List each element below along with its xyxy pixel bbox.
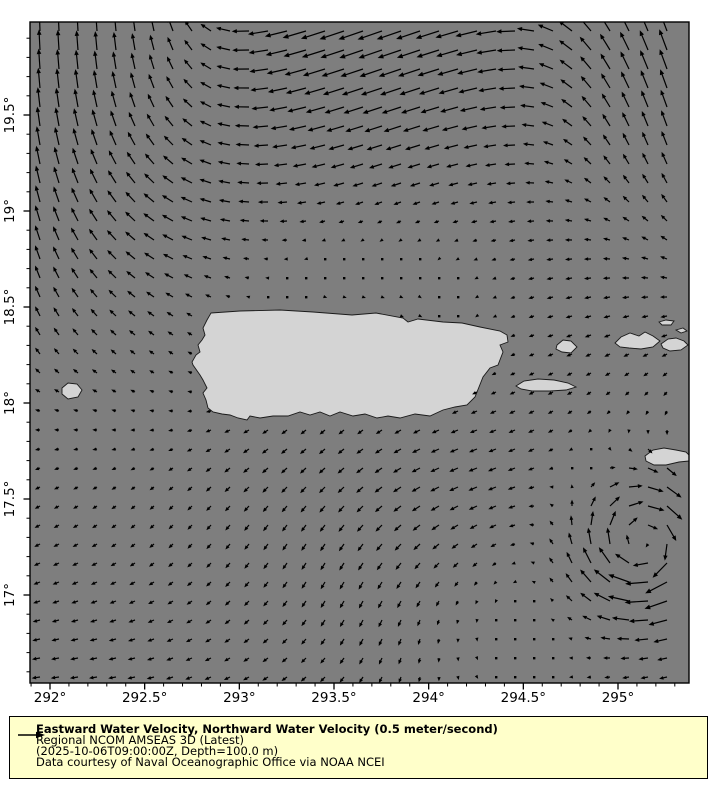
quiver-arrow [552, 676, 554, 678]
quiver-arrow [343, 258, 345, 260]
quiver-arrow [571, 467, 573, 469]
quiver-arrow [362, 258, 364, 260]
quiver-arrow [590, 467, 592, 469]
quiver-arrow [514, 657, 516, 659]
quiver-arrow [286, 296, 288, 298]
quiver-arrow [457, 296, 459, 298]
landmass-main-island [192, 310, 508, 420]
quiver-arrow [533, 638, 535, 640]
quiver-arrow [533, 600, 535, 602]
quiver-arrow [362, 277, 364, 279]
quiver-arrow [305, 277, 307, 279]
quiver-arrow [305, 296, 307, 298]
y-tick-label: 19.5° [2, 96, 18, 134]
quiver-arrow [533, 657, 535, 659]
quiver-arrow [324, 277, 326, 279]
quiver-arrow [438, 315, 440, 317]
quiver-arrow [495, 638, 497, 640]
y-tick-label: 19° [2, 199, 18, 223]
quiver-arrow [324, 258, 326, 260]
quiver-arrow [400, 277, 402, 279]
y-tick-label: 17.5° [2, 480, 18, 518]
x-tick-label: 293.5° [311, 690, 357, 706]
quiver-arrow [419, 277, 421, 279]
quiver-arrow [457, 315, 459, 317]
legend-dataset: Regional NCOM AMSEAS 3D (Latest) [36, 733, 245, 747]
y-tick-label: 18.5° [2, 288, 18, 326]
x-tick-label: 293° [223, 690, 256, 706]
legend-box [9, 716, 708, 779]
quiver-arrow [495, 619, 497, 621]
quiver-arrow [286, 277, 288, 279]
quiver-arrow [381, 277, 383, 279]
quiver-arrow [419, 258, 421, 260]
quiver-arrow [381, 258, 383, 260]
legend-title: Eastward Water Velocity, Northward Water Velocity (0.5 meter/second) [36, 722, 498, 736]
quiver-arrow [267, 296, 269, 298]
quiver-arrow [438, 277, 440, 279]
legend-time-depth: (2025-10-06T09:00:00Z, Depth=100.0 m) [36, 744, 279, 758]
quiver-arrow [514, 619, 516, 621]
quiver-arrow [552, 657, 554, 659]
quiver-arrow [514, 600, 516, 602]
quiver-arrow [343, 277, 345, 279]
legend-attribution: Data courtesy of Naval Oceanographic Office via NOAA NCEI [36, 755, 385, 769]
quiver-arrow [514, 638, 516, 640]
quiver-arrow [457, 277, 459, 279]
quiver-arrow [533, 619, 535, 621]
x-tick-label: 294° [412, 690, 445, 706]
quiver-arrow [438, 296, 440, 298]
x-tick-label: 295° [601, 690, 635, 706]
y-tick-label: 18° [2, 391, 18, 415]
quiver-arrow [590, 448, 592, 450]
quiver-arrow [514, 676, 516, 678]
quiver-arrow [495, 657, 497, 659]
x-tick-label: 292° [33, 690, 67, 706]
y-tick-label: 17° [2, 583, 18, 607]
quiver-arrow [552, 638, 554, 640]
x-tick-label: 292.5° [121, 690, 168, 706]
quiver-arrow [495, 676, 497, 678]
x-tick-label: 294.5° [500, 690, 547, 706]
quiver-arrow [400, 258, 402, 260]
quiver-arrow [533, 676, 535, 678]
